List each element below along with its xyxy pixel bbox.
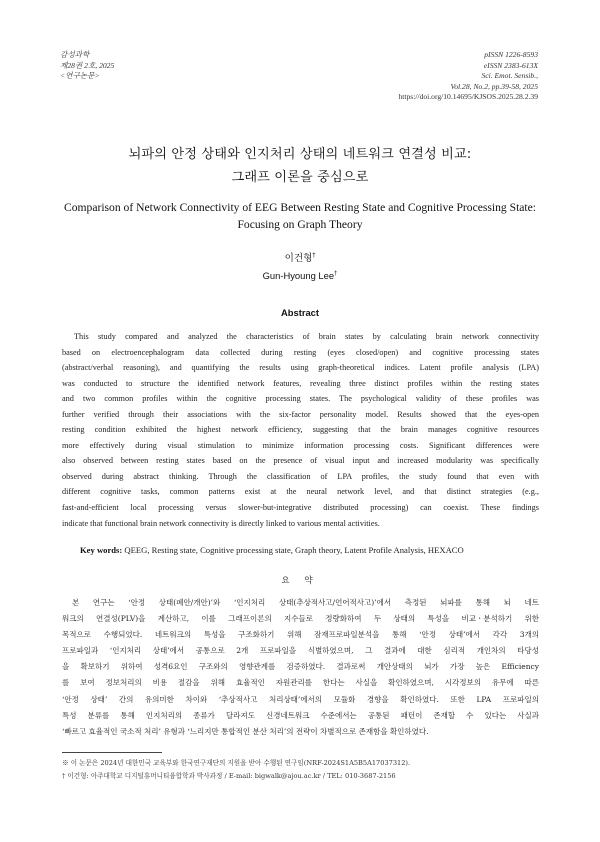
footnote-divider xyxy=(62,752,162,753)
summary-line: 목적으로 수행되었다. 네트워크의 특성을 구조화하기 위해 잠재프로파일분석을 통해 ‘안정 상태’에서 각각 3개의 xyxy=(62,630,539,640)
abstract-line: indicate that functional brain network connectivity is directly linked to various mental activities. xyxy=(62,518,380,528)
english-title-line-1: Comparison of Network Connectivity of EEG Between Resting State and Cognitive Processing State: xyxy=(63,201,537,214)
article-type: <연구논문> xyxy=(60,71,100,80)
abstract-line: based on electroencephalogram data collected during resting (eyes closed/open) and cognitive processing states xyxy=(62,347,539,357)
author-footnote: † 이건형: 아주대학교 디지털휴머니티융합학과 박사과정 / E-mail: bigwalk@ajou.ac.kr / TEL: 010-3687-2156 xyxy=(62,772,396,780)
summary-line: 를 보여 정보처리의 비용 절감을 위해 효율적인 자원관리를 한다는 사실을 확인하였으며, 시각정보의 유무에 따른 xyxy=(62,678,539,688)
summary-line: ‘안정 상태’ 간의 유의미한 차이와 ‘추상적사고 처리상태’에서의 모듈화 경향을 확인하였다. 또한 LPA 프로파일의 xyxy=(62,694,539,704)
summary-line: 본 연구는 ‘안정 상태(폐안/개안)’와 ‘인지처리 상태(추상적사고/언어적사고)’에서 측정된 뇌파를 통해 뇌 네트 xyxy=(72,598,539,607)
abstract-body xyxy=(62,329,539,531)
abstract-line: further verified through their associations with the six-factor personality model. Results showed that the eyes-open xyxy=(62,409,539,419)
abstract-line: observed during abstract thinking. Through the classification of LPA profiles, the study found that even with xyxy=(62,471,539,481)
pissn: pISSN 1226-8593 xyxy=(484,50,538,59)
journal-header-right xyxy=(398,50,538,103)
funding-footnote: ※ 이 논문은 2024년 대한민국 교육부와 한국연구재단의 지원을 받아 수행된 연구임(NRF-2024S1A5B5A17037312). xyxy=(62,759,411,767)
author-mark-ko: † xyxy=(312,252,316,259)
doi-link[interactable]: https://doi.org/10.14695/KJSOS.2025.28.2.39 xyxy=(398,92,538,101)
abstract-line: different cognitive tasks, common patterns exist at the neural network level, and that distinct strategies (e.g., xyxy=(62,487,539,497)
korean-title xyxy=(40,143,560,189)
abstract-line: more effectively during visual stimulation to minimize information processing costs. Significant differences were xyxy=(62,440,539,450)
summary-line: 을 확보하기 위하여 성격6요인 구조와의 영향관계를 검증하였다. 결과로써 개안상태의 뇌가 가장 높은 Efficiency xyxy=(62,662,539,672)
author-name-en: Gun-Hyoung Lee xyxy=(262,270,335,281)
abstract-line: also observed between resting states based on the presence of visual input and increased modularity was specifically xyxy=(62,456,539,466)
keywords-label: Key words: xyxy=(80,545,123,555)
author-english xyxy=(0,270,600,281)
abstract-line: This study compared and analyzed the characteristics of brain states by calculating brain network connectivity xyxy=(74,332,539,341)
korean-title-line-2: 그래프 이론을 중심으로 xyxy=(231,170,369,185)
abstract-heading: Abstract xyxy=(280,307,320,318)
volume-pages: Vol.28, No.2, pp.39-58, 2025 xyxy=(450,81,538,91)
korean-summary-heading: 요 약 xyxy=(281,576,319,586)
abstract-line: (abstract/verbal reasoning), and quantifying the results using graph-theoretical indices. Latent profile analysis (LPA) xyxy=(62,363,539,373)
keywords xyxy=(80,545,550,555)
korean-title-line-1: 뇌파의 안정 상태와 인지처리 상태의 네트워크 연결성 비교: xyxy=(128,147,472,162)
author-korean xyxy=(0,250,600,264)
eissn: eISSN 2383-613X xyxy=(483,60,538,70)
english-title-line-2: Focusing on Graph Theory xyxy=(237,218,363,231)
journal-header-left xyxy=(60,50,114,82)
abstract-line: was conducted to structure the identified network features, revealing three distinct profiles within the resting states xyxy=(62,378,539,388)
summary-line: 워크의 연결성(PLV)을 계산하고, 이를 그래프이론의 지수들로 정량화하여 두 상태의 특성을 비교ㆍ분석하기 위한 xyxy=(62,614,539,624)
author-mark-en: † xyxy=(334,271,338,277)
abstract-line: and two common profiles within the cognitive processing states. The psychological validity of these profiles was xyxy=(62,394,539,404)
journal-abbr: Sci. Emot. Sensib., xyxy=(481,71,538,80)
korean-summary-body xyxy=(62,595,539,740)
summary-line: 프로파일과 ‘인지처리 상태’에서 공통으로 2개 프로파일을 식별하였으며, 그 결과에 대한 심리적 개인차의 타당성 xyxy=(62,646,539,656)
keywords-text: QEEG, Resting state, Cognitive processing state, Graph theory, Latent Profile Analysis, HEXACO xyxy=(124,545,464,555)
summary-line: 특성 분류를 통해 인지처리의 종류가 달라져도 신경네트워크 수준에서는 공통된 패턴이 존재할 수 있다는 사실과 xyxy=(62,710,539,720)
journal-name: 감성과학 xyxy=(60,50,90,59)
abstract-line: fast-and-efficient local processing versus slower-but-integrative distributed processing) can coexist. These findings xyxy=(62,503,539,513)
author-name-ko: 이건형 xyxy=(284,253,313,264)
english-title xyxy=(40,199,560,233)
journal-volume: 제28권 2호, 2025 xyxy=(60,60,115,70)
summary-line: ‘빠르고 효율적인 국소적 처리’ 유형과 ‘느리지만 통합적인 분산 처리’의 전략이 차별적으로 존재함을 확인하였다. xyxy=(62,726,429,736)
abstract-line: resting condition exhibited the highest network efficiency, suggesting that the brain manages cognitive resources xyxy=(62,425,539,435)
